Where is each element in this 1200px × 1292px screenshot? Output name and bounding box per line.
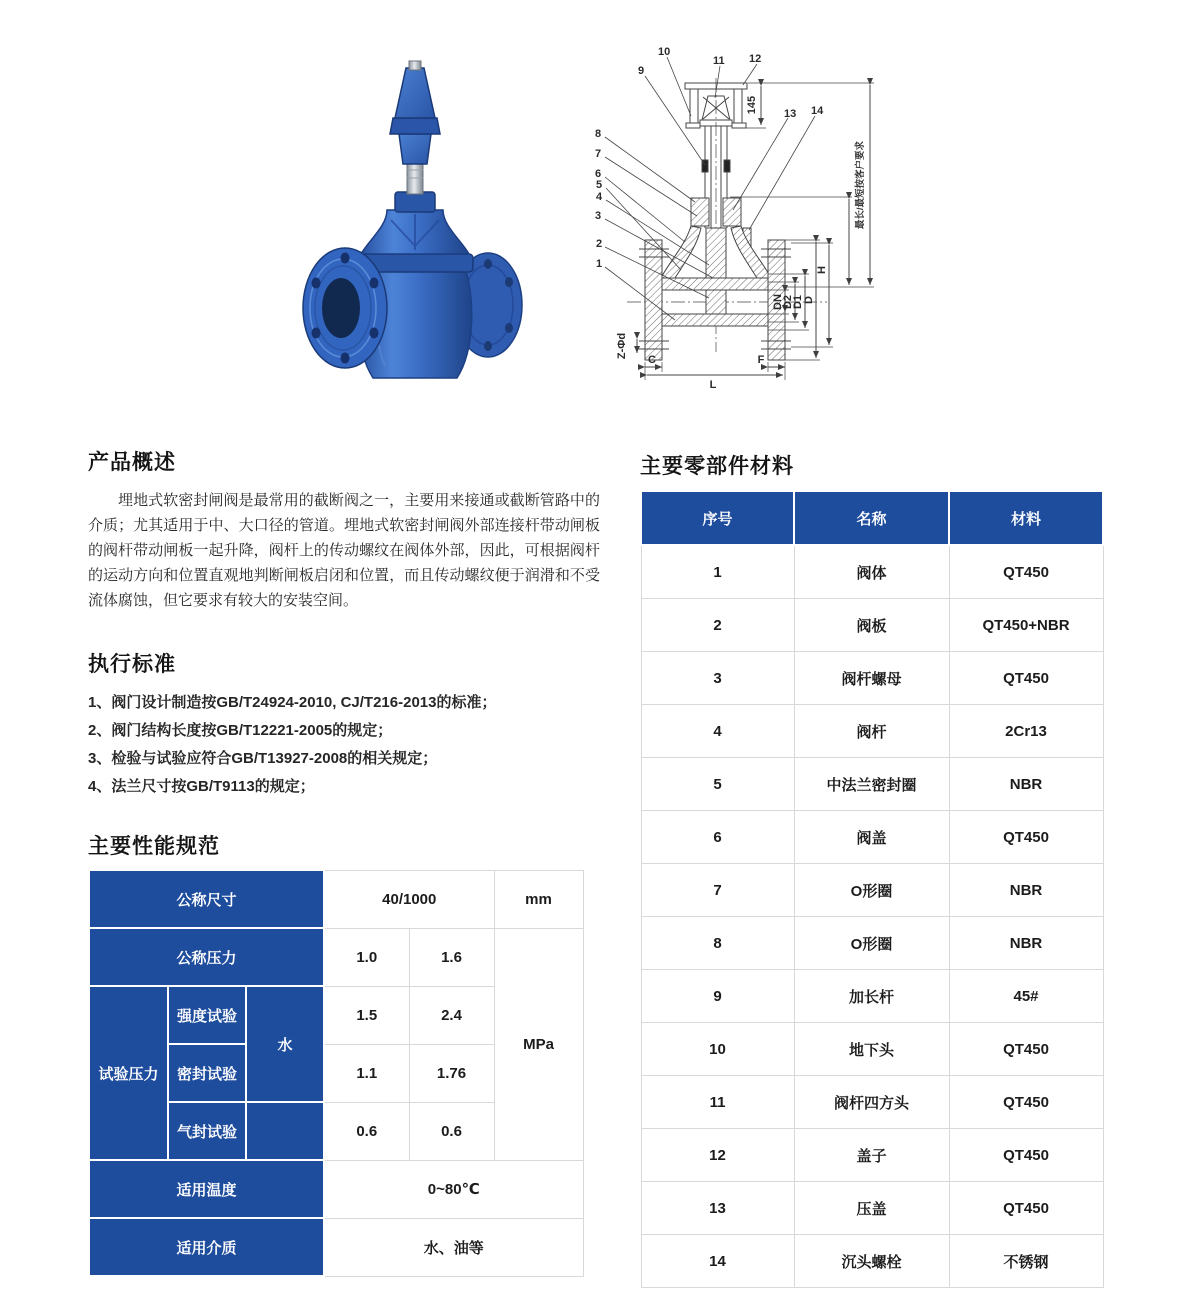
callout-10: 10	[658, 46, 671, 58]
table-row	[641, 545, 1103, 599]
cell-name: O形圈	[794, 917, 949, 970]
header-name: 名称	[794, 491, 949, 545]
cell-name: 阀体	[794, 545, 949, 599]
cell-material: 2Cr13	[949, 705, 1103, 758]
cell-serial: 1	[641, 545, 794, 599]
cell-serial: 12	[641, 1129, 794, 1182]
performance-table	[88, 869, 584, 1277]
air-v1: 0.6	[324, 1102, 409, 1160]
cell-name: 阀杆螺母	[794, 652, 949, 705]
callout-9: 9	[638, 65, 645, 77]
air-test-label: 气封试验	[168, 1102, 246, 1160]
cell-serial: 2	[641, 599, 794, 652]
overview-section	[88, 446, 600, 613]
cell-material: 不锈钢	[949, 1235, 1103, 1288]
callout-2: 2	[596, 238, 603, 250]
cell-serial: 5	[641, 758, 794, 811]
dim-note-custom-length: 最长/最短按客户要求	[855, 140, 866, 230]
nominal-size-label: 公称尺寸	[89, 870, 324, 928]
standards-title: 执行标准	[88, 653, 176, 676]
callout-8: 8	[595, 128, 602, 140]
cell-serial: 9	[641, 970, 794, 1023]
cell-serial: 6	[641, 811, 794, 864]
seal-test-label: 密封试验	[168, 1044, 246, 1102]
nominal-size-unit: mm	[494, 870, 583, 928]
cell-name: 盖子	[794, 1129, 949, 1182]
materials-title: 主要零部件材料	[640, 455, 794, 478]
standard-item: 2、阀门结构长度按GB/T12221-2005的规定；	[88, 722, 393, 739]
header-serial: 序号	[641, 491, 794, 545]
dim-h: H	[816, 266, 828, 274]
nominal-pressure-label: 公称压力	[89, 928, 324, 986]
media-label: 适用介质	[89, 1218, 324, 1276]
callout-4: 4	[596, 191, 603, 203]
standards-section	[88, 648, 496, 801]
header-material: 材料	[949, 491, 1103, 545]
dim-d2: D2	[782, 294, 794, 310]
table-header-row	[641, 491, 1103, 545]
table-row	[641, 1076, 1103, 1129]
gland	[395, 192, 435, 212]
cell-name: 压盖	[794, 1182, 949, 1235]
cell-material: QT450	[949, 545, 1103, 599]
cell-material: QT450	[949, 1023, 1103, 1076]
dim-bolt-holes: Z-Φd	[616, 332, 628, 360]
callout-14: 14	[811, 105, 824, 117]
cell-name: 阀板	[794, 599, 949, 652]
overview-title: 产品概述	[88, 451, 176, 474]
cell-material: QT450	[949, 652, 1103, 705]
table-row	[89, 870, 583, 928]
cell-material: QT450+NBR	[949, 599, 1103, 652]
performance-title: 主要性能规范	[88, 835, 220, 858]
overview-body: 埋地式软密封闸阀是最常用的截断阀之一，主要用来接通或截断管路中的介质；尤其适用于中、大口径的管道。埋地式软密封闸阀外部连接杆带动闸板的阀杆带动闸板一起升降，阀杆上的传动螺纹在阀体外部，因此，可根据阀杆的运动方向和位置直观地判断闸板启闭和位置，而且传动螺纹便于润滑和不受流体腐蚀，但它要求有较大的安装空间。	[88, 492, 600, 609]
callout-5: 5	[596, 179, 603, 191]
cell-serial: 8	[641, 917, 794, 970]
strength-test-label: 强度试验	[168, 986, 246, 1044]
callout-1: 1	[596, 258, 603, 270]
cell-serial: 3	[641, 652, 794, 705]
table-row	[641, 599, 1103, 652]
table-row	[89, 1160, 583, 1218]
table-row	[641, 1235, 1103, 1288]
standard-item: 4、法兰尺寸按GB/T9113的规定；	[88, 778, 315, 795]
materials-section	[640, 450, 1104, 1288]
table-row	[641, 970, 1103, 1023]
cell-material: QT450	[949, 1076, 1103, 1129]
cell-name: O形圈	[794, 864, 949, 917]
table-row	[641, 705, 1103, 758]
seal-v2: 1.76	[409, 1044, 494, 1102]
table-row	[641, 1182, 1103, 1235]
cell-name: 地下头	[794, 1023, 949, 1076]
dim-l: L	[709, 379, 717, 391]
strength-v2: 2.4	[409, 986, 494, 1044]
dim-dn: DN	[772, 294, 784, 310]
standard-item: 3、检验与试验应符合GB/T13927-2008的相关规定；	[88, 750, 438, 767]
temperature-label: 适用温度	[89, 1160, 324, 1218]
performance-section	[88, 830, 584, 1277]
nominal-pressure-v2: 1.6	[409, 928, 494, 986]
test-pressure-label: 试验压力	[89, 986, 168, 1160]
dim-cap-height: 145	[746, 95, 758, 115]
technical-drawing	[585, 30, 905, 398]
cell-serial: 11	[641, 1076, 794, 1129]
dim-c: C	[648, 354, 656, 366]
table-row	[89, 928, 583, 986]
cell-name: 阀杆四方头	[794, 1076, 949, 1129]
cell-serial: 4	[641, 705, 794, 758]
cell-material: NBR	[949, 864, 1103, 917]
cell-serial: 13	[641, 1182, 794, 1235]
cell-material: QT450	[949, 1129, 1103, 1182]
flange-bore	[322, 278, 360, 338]
strength-v1: 1.5	[324, 986, 409, 1044]
standard-item: 1、阀门设计制造按GB/T24924-2010, CJ/T216-2013的标准；	[88, 694, 497, 711]
dim-d1: D1	[792, 294, 804, 310]
table-row	[641, 1023, 1103, 1076]
cell-material: NBR	[949, 758, 1103, 811]
cell-material: 45#	[949, 970, 1103, 1023]
table-row	[641, 864, 1103, 917]
dim-d: D	[803, 296, 815, 304]
callout-3: 3	[595, 210, 602, 222]
pressure-unit: MPa	[494, 928, 583, 1160]
callout-11: 11	[713, 55, 725, 67]
air-v2: 0.6	[409, 1102, 494, 1160]
test-medium-label: 水	[246, 986, 324, 1102]
cell-material: QT450	[949, 811, 1103, 864]
cell-serial: 14	[641, 1235, 794, 1288]
cell-name: 阀盖	[794, 811, 949, 864]
table-row	[89, 1218, 583, 1276]
callout-6: 6	[595, 168, 602, 180]
cell-serial: 7	[641, 864, 794, 917]
product-photo	[295, 58, 535, 406]
cell-material: NBR	[949, 917, 1103, 970]
cell-serial: 10	[641, 1023, 794, 1076]
table-row	[641, 758, 1103, 811]
table-row	[641, 917, 1103, 970]
table-row	[641, 811, 1103, 864]
table-row	[641, 652, 1103, 705]
stem-cap	[395, 68, 435, 118]
cell-material: QT450	[949, 1182, 1103, 1235]
cell-name: 加长杆	[794, 970, 949, 1023]
table-row	[641, 1129, 1103, 1182]
cell-name: 沉头螺栓	[794, 1235, 949, 1288]
seal-v1: 1.1	[324, 1044, 409, 1102]
callout-13: 13	[784, 108, 797, 120]
callout-12: 12	[749, 53, 762, 65]
temperature-value: 0~80℃	[324, 1160, 583, 1218]
nominal-size-value: 40/1000	[324, 870, 494, 928]
dim-f: F	[757, 354, 765, 366]
nominal-pressure-v1: 1.0	[324, 928, 409, 986]
cell-name: 阀杆	[794, 705, 949, 758]
medium-empty-cell	[246, 1102, 324, 1160]
materials-table	[640, 490, 1104, 1288]
valve-section-drawing	[585, 30, 905, 398]
media-value: 水、油等	[324, 1218, 583, 1276]
callout-7: 7	[595, 148, 602, 160]
cell-name: 中法兰密封圈	[794, 758, 949, 811]
gate-valve-illustration	[295, 58, 535, 406]
standards-list	[88, 689, 496, 801]
